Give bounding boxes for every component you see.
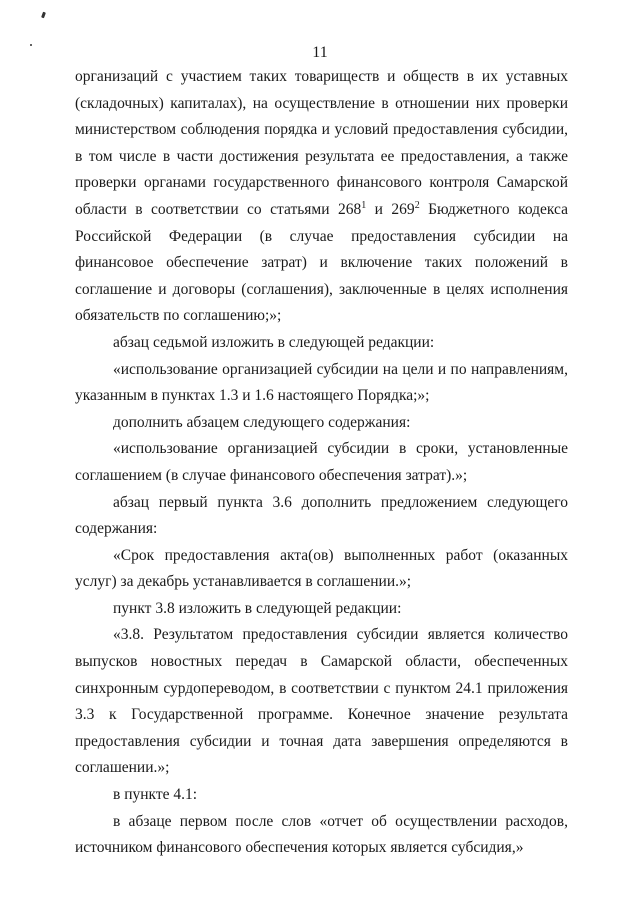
- paragraph: «3.8. Результатом предоставления субсидии является количество выпусков новостных передач в Самарской области, обеспеченных синхронным сурдопереводом, в соответствии с пунктом 24.1 приложения 3.3 к Государственной программе. Конечное значение результата предоставления субсидии и точная дата завершения определяются в соглашении.»;: [75, 626, 568, 777]
- paragraph: дополнить абзацем следующего содержания:: [113, 413, 411, 431]
- scan-artifact: [41, 12, 46, 19]
- paragraph: «использование организацией субсидии в сроки, установленные соглашением (в случае финансового обеспечения затрат).»;: [75, 440, 568, 484]
- paragraph-text: Бюджетного кодекса Российской Федерации (в случае предоставления субсидии на финансовое обеспечение затрат) и включение таких положений в соглашение и договоры (соглашения), заключенные в целях исполнения обязательств по соглашению;»;: [75, 200, 568, 325]
- paragraph-text: организаций с участием таких товариществ и обществ в их уставных (складочных) капиталах), на осуществление в отношении них проверки министерством соблюдения порядка и условий предоставления субсидии, в том числе в части достижения результата ее предоставления, а также проверки органами государственного финансового контроля Самарской области в соответствии со статьями 268: [75, 68, 568, 218]
- paragraph: абзац первый пункта 3.6 дополнить предложением следующего содержания:: [75, 493, 568, 538]
- document-body: [75, 64, 568, 862]
- paragraph: пункт 3.8 изложить в следующей редакции:: [113, 599, 402, 617]
- paragraph-text: и 269: [366, 200, 415, 218]
- superscript: 1: [361, 199, 367, 211]
- paragraph: в пункте 4.1:: [113, 786, 198, 804]
- paragraph: [75, 64, 568, 330]
- paragraph: «использование организацией субсидии на цели и по направлениям, указанным в пунктах 1.3 и 1.6 настоящего Порядка;»;: [75, 360, 568, 405]
- page-number: 11: [312, 44, 328, 61]
- paragraph: «Срок предоставления акта(ов) выполненных работ (оказанных услуг) за декабрь устанавливается в соглашении.»;: [75, 546, 568, 591]
- paragraph: в абзаце первом после слов «отчет об осуществлении расходов, источником финансового обеспечения которых является субсидия,»: [75, 812, 568, 857]
- superscript: 2: [414, 199, 420, 211]
- paragraph: абзац седьмой изложить в следующей редакции:: [113, 333, 435, 351]
